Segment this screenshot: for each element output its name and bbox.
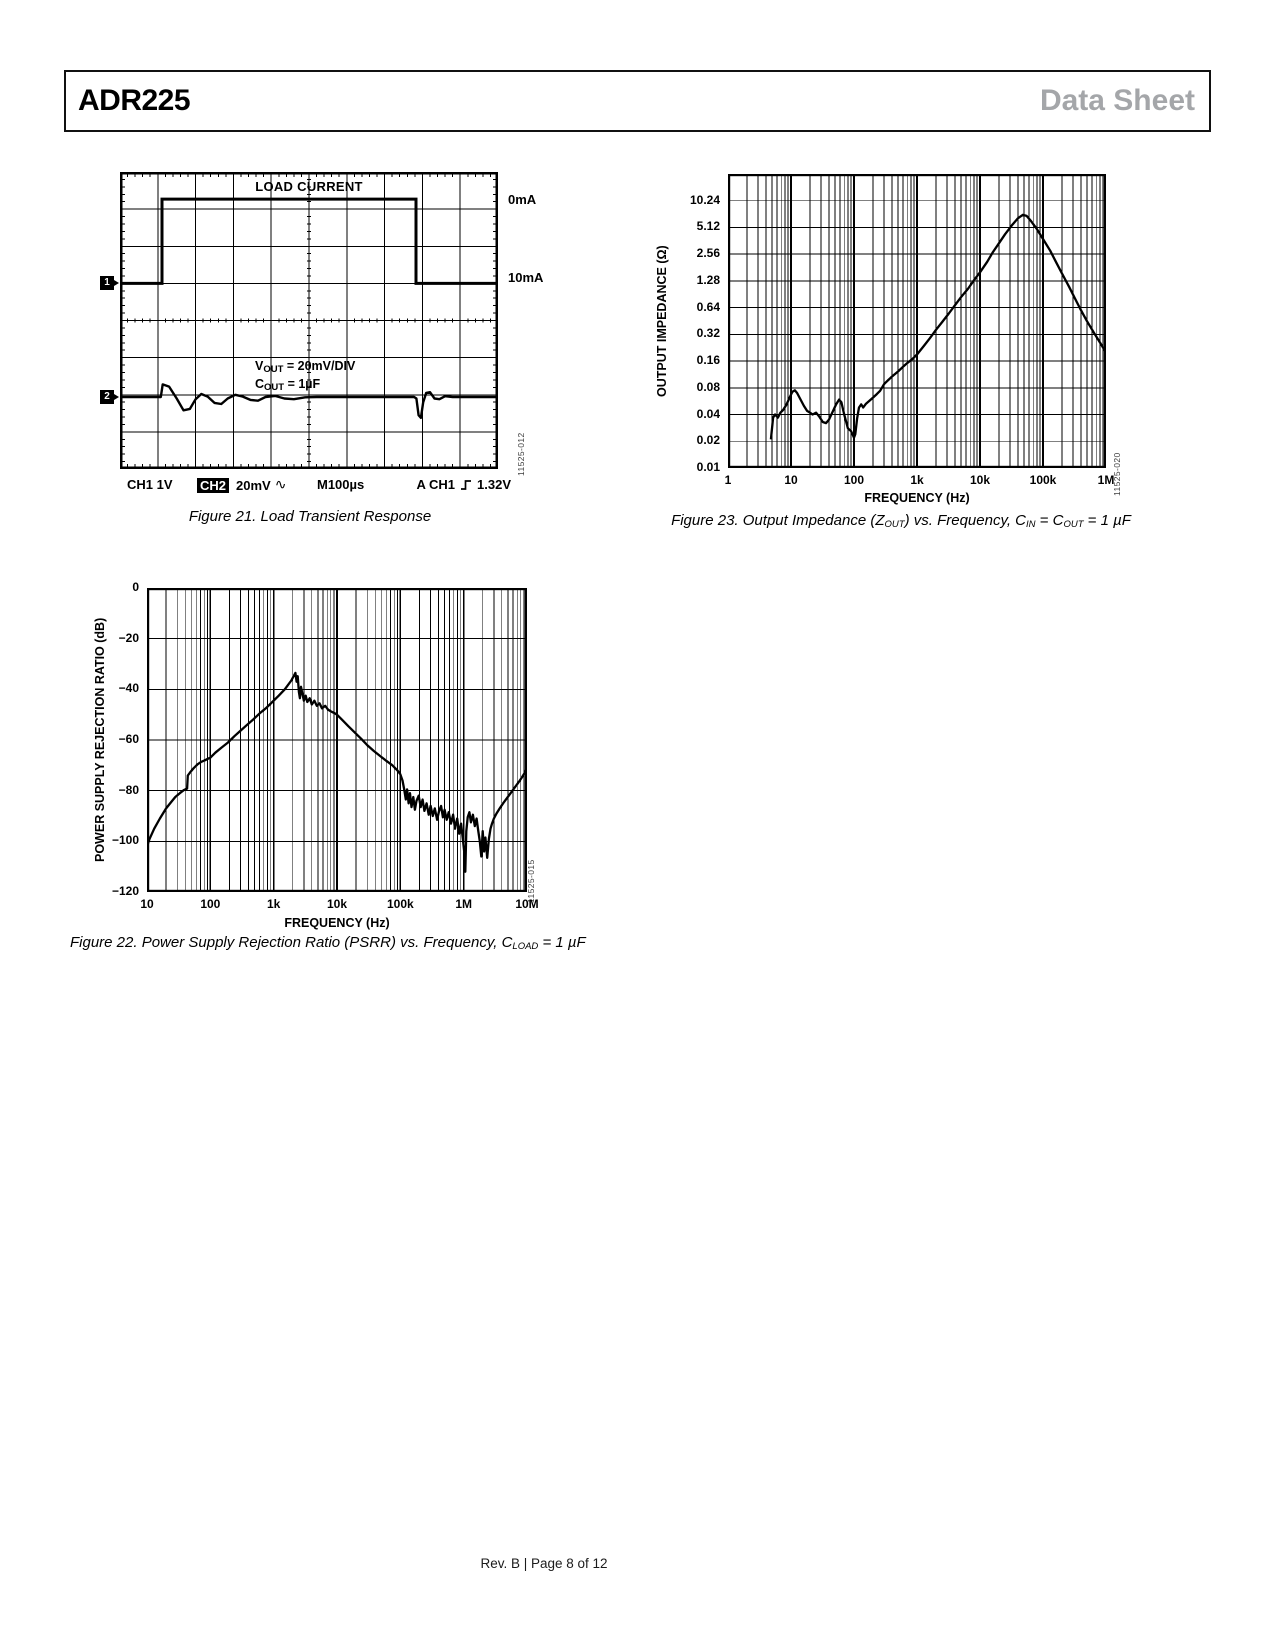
scope-current-level-label: 10mA [508,270,544,286]
grid-lines [728,174,1106,468]
x-axis-title: FREQUENCY (Hz) [284,916,390,930]
ac-coupling-icon: ∿ [274,477,287,493]
psrr-chart-plot [147,588,527,892]
figure-id-vertical-label: 11525-012 [516,432,526,476]
x-tick-label: 10 [784,473,798,487]
x-tick-label: 1k [910,473,924,487]
y-tick-label: 0.32 [696,326,720,341]
scope-title: LOAD CURRENT [255,179,363,194]
figure-22-caption: Figure 22. Power Supply Rejection Ratio (PSRR) vs. Frequency, $C_{LOAD} = 1$ µF [70,934,586,953]
timebase-label: M100µs [317,477,365,492]
x-tick-label: 1k [266,897,281,911]
y-tick-label: −20 [118,630,139,645]
zout-chart-plot [728,174,1106,468]
figure-21-caption: Figure 21. Load Transient Response [188,508,432,525]
figure-id-vertical-label: 11525-015 [526,859,536,903]
x-tick-label: 10k [969,473,991,487]
doc-header [64,70,1211,132]
ch2-scale-label: 20mV [236,477,271,493]
figure-23-caption: Figure 23. Output Impedance $(Z_{OUT})$ vs. Frequency, $C_{IN} = C_{OUT} = 1$ µF [671,512,1131,531]
y-tick-label: 0.04 [696,406,720,421]
scope-annotation [255,359,355,395]
footer-text: Rev. B | Page 8 of 12 [480,1556,608,1571]
trigger-level-label: 1.32V [477,477,511,492]
figure-21-load-transient [100,160,555,550]
x-axis-title: FREQUENCY (Hz) [864,491,970,505]
x-tick-label: 1M [1097,473,1115,487]
x-tick-label: 10 [140,897,154,911]
figure-23-output-impedance [640,155,1162,545]
part-number-title: ADR225 [78,84,191,117]
ch2-badge: CH2 [197,478,229,493]
figure-22-psrr [70,560,586,970]
x-tick-label: 100 [843,473,865,487]
rising-edge-trigger-icon [460,478,472,492]
y-tick-label: 0.01 [696,460,720,474]
figure-id-vertical-label: 11525-020 [1112,452,1122,496]
y-tick-label: −120 [111,884,139,898]
y-tick-label: 0.64 [696,299,720,314]
scope-current-level-label: 0mA [508,191,537,207]
x-tick-label: 10M [515,897,539,911]
y-tick-label: 0 [132,580,139,594]
y-tick-label: 5.12 [696,219,720,234]
y-axis-title: POWER SUPPLY REJECTION RATIO (dB) [93,617,107,863]
y-tick-label: 0.02 [696,433,720,448]
ch2-scale-group [197,477,286,493]
doc-type-label: Data Sheet [1039,84,1195,117]
y-tick-label: 0.08 [696,379,720,394]
ch1-scale-label: CH1 1V [127,477,173,492]
y-tick-label: 2.56 [696,246,720,261]
y-tick-label: 10.24 [689,192,720,207]
y-tick-label: −80 [118,782,139,797]
channel-2-marker: 2 [100,390,114,404]
page-footer [0,1556,1088,1571]
x-tick-label: 10k [326,897,348,911]
x-tick-label: 100 [200,897,221,911]
channel-1-marker: 1 [100,276,114,290]
x-tick-label: 100k [1029,473,1057,487]
scope-graticule [120,172,498,469]
trigger-source-label: A CH1 [416,477,456,492]
y-tick-label: −40 [118,681,139,696]
trigger-group [416,477,511,492]
y-axis-title: OUTPUT IMPEDANCE (Ω) [655,245,669,397]
scope-annotation-line2: $C_{OUT} = 1\mu F$ [255,377,321,394]
scope-status-bar [100,477,555,495]
y-tick-label: 1.28 [696,272,720,287]
y-tick-label: 0.16 [696,353,720,368]
x-tick-label: 1M [455,897,472,911]
y-tick-label: −100 [111,833,139,848]
x-tick-label: 100k [386,897,414,911]
grid-lines [147,588,527,892]
y-tick-label: −60 [118,732,139,746]
x-tick-label: 1 [724,473,732,487]
oscilloscope-display [120,172,498,469]
scope-annotation-line1: $V_{OUT} = 20mV/DIV$ [255,359,356,376]
